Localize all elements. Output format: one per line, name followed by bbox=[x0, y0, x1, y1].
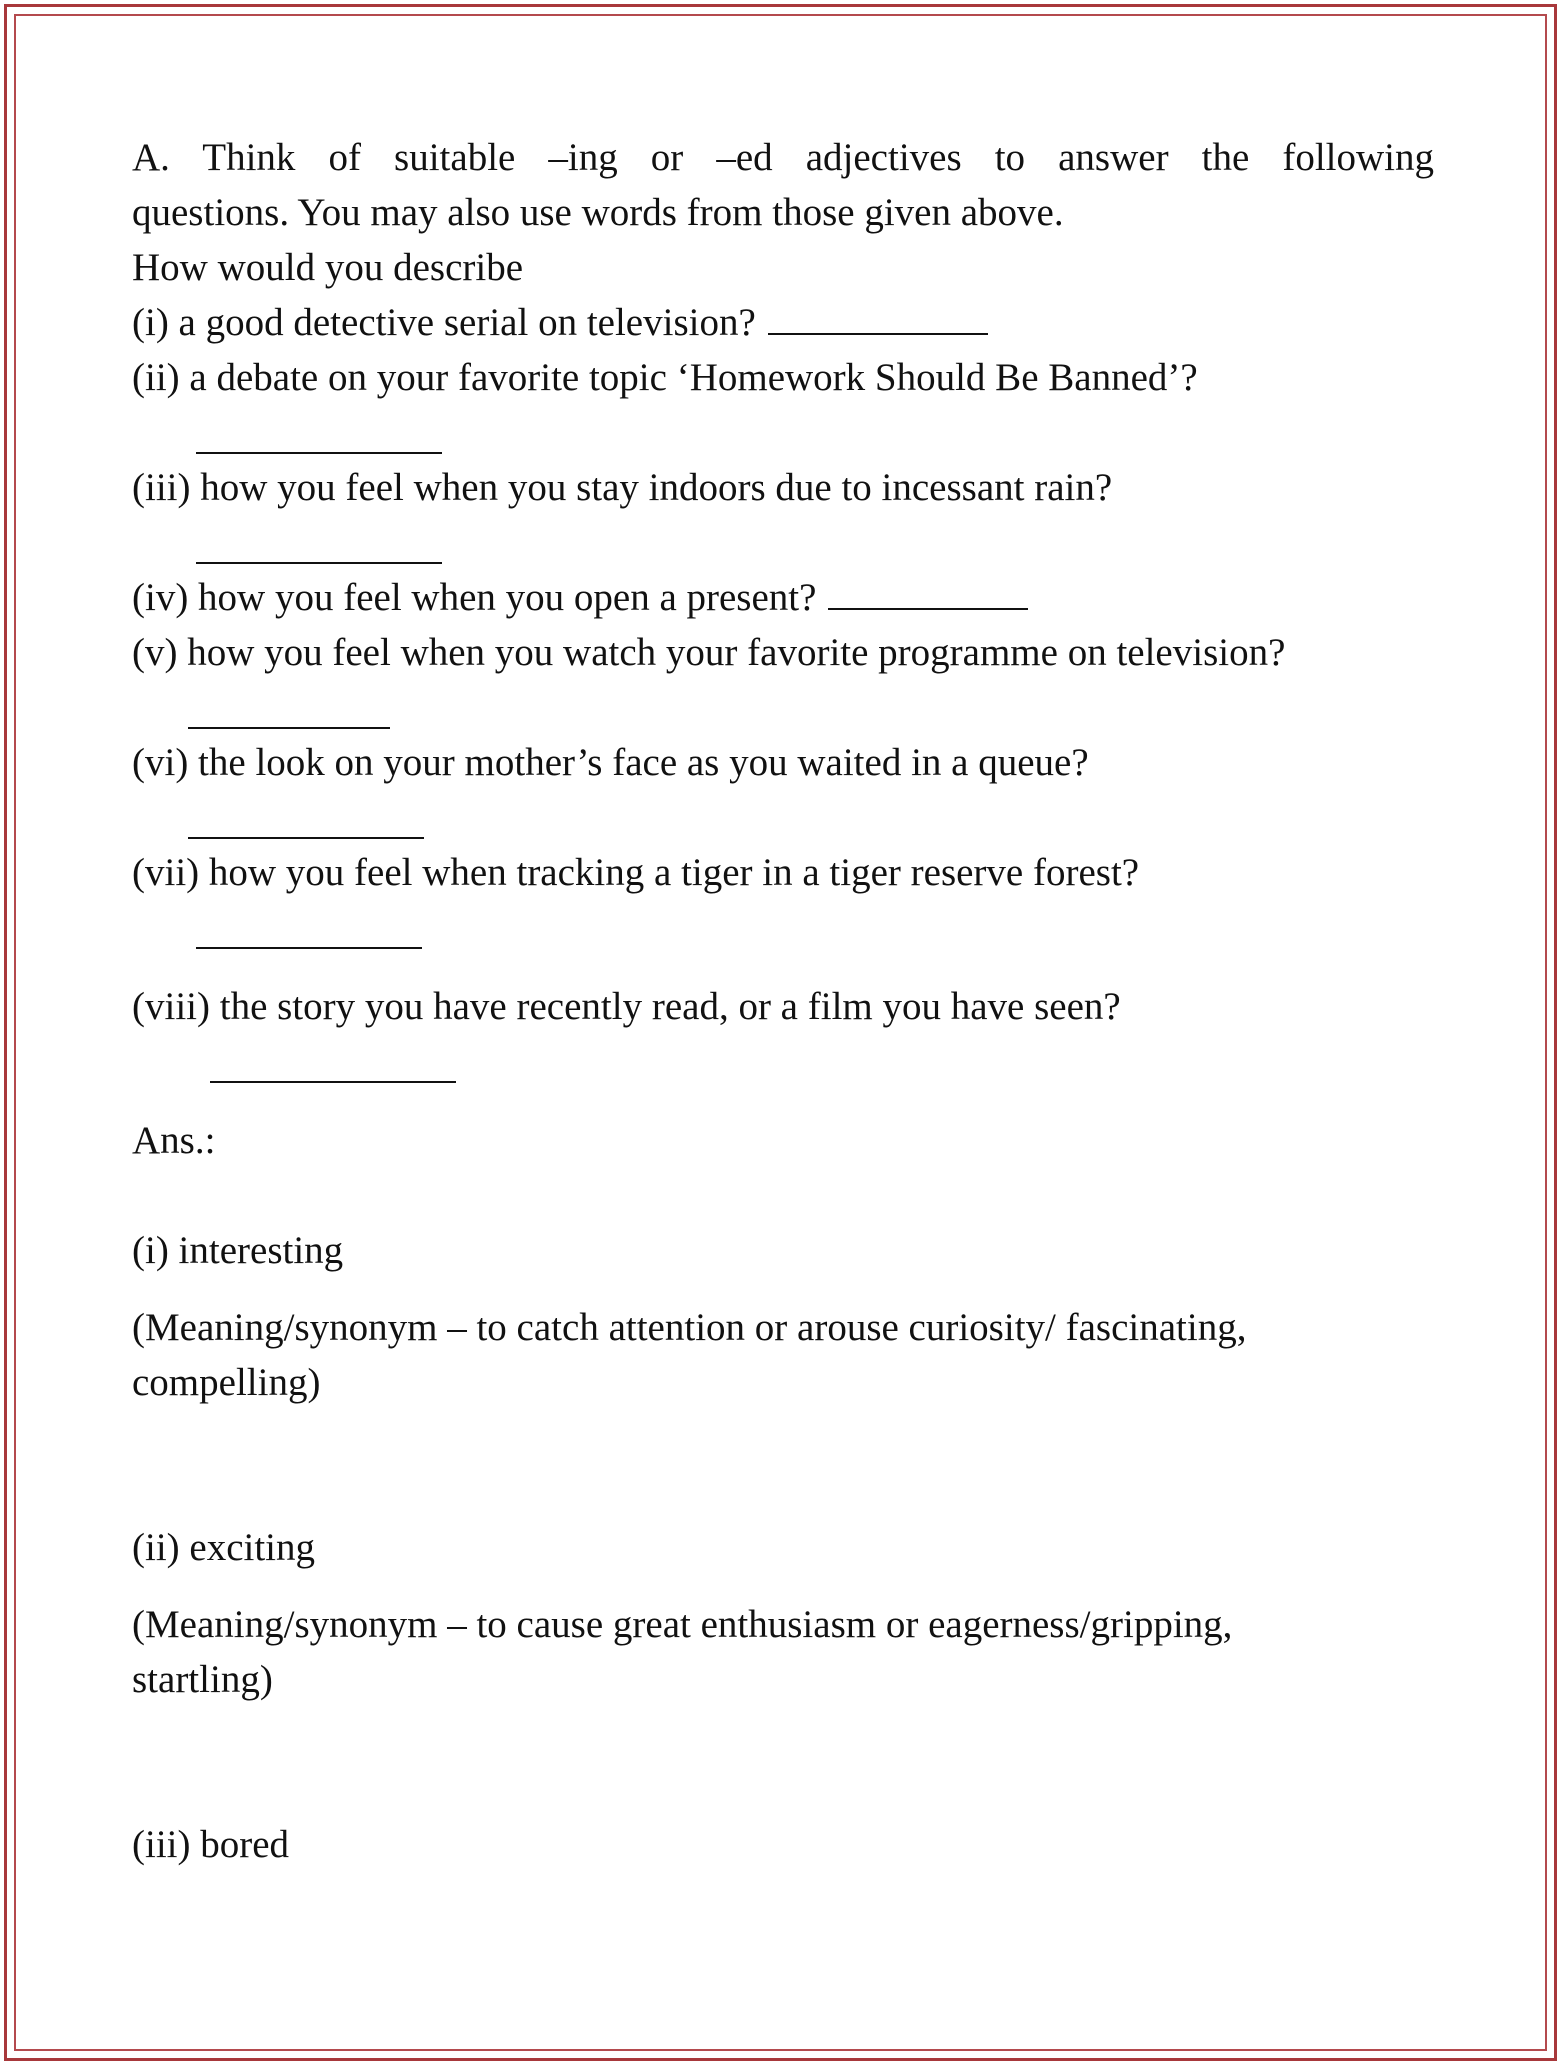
answer-1-meaning-line-2: compelling) bbox=[132, 1361, 321, 1404]
question-7: (vii) how you feel when tracking a tiger in a tiger reserve forest? bbox=[132, 851, 1140, 894]
question-3: (iii) how you feel when you stay indoors due to incessant rain? bbox=[132, 466, 1113, 509]
question-5: (v) how you feel when you watch your favorite programme on television? bbox=[132, 631, 1286, 674]
spacer bbox=[132, 1707, 1434, 1817]
answer-2-meaning-line-1: (Meaning/synonym – to cause great enthusiasm or eagerness/gripping, bbox=[132, 1603, 1233, 1646]
spacer bbox=[132, 1278, 1434, 1300]
answer-blank-row-8 bbox=[132, 1034, 1434, 1089]
worksheet-content bbox=[132, 130, 1434, 1872]
answer-blank-row-7 bbox=[132, 900, 1434, 955]
spacer bbox=[132, 955, 1434, 979]
spacer bbox=[132, 1168, 1434, 1223]
question-8: (viii) the story you have recently read, or a film you have seen? bbox=[132, 985, 1121, 1028]
answer-3: (iii) bored bbox=[132, 1823, 290, 1866]
answer-blank-6[interactable] bbox=[188, 837, 424, 839]
answer-blank-3[interactable] bbox=[196, 562, 442, 564]
answer-blank-row-6 bbox=[132, 790, 1434, 845]
answer-blank-5[interactable] bbox=[188, 727, 390, 729]
spacer bbox=[132, 1410, 1434, 1520]
answer-blank-1[interactable] bbox=[768, 303, 988, 335]
answer-blank-row-5 bbox=[132, 680, 1434, 735]
question-list bbox=[132, 295, 1434, 1089]
answer-2-meaning-line-2: startling) bbox=[132, 1658, 273, 1701]
spacer bbox=[132, 1089, 1434, 1113]
spacer bbox=[132, 1575, 1434, 1597]
answer-blank-8[interactable] bbox=[210, 1081, 456, 1083]
question-2: (ii) a debate on your favorite topic ‘Homework Should Be Banned’? bbox=[132, 356, 1198, 399]
answer-blank-row-3 bbox=[132, 515, 1434, 570]
answer-blank-row-2 bbox=[132, 405, 1434, 460]
answer-blank-4[interactable] bbox=[828, 578, 1028, 610]
instruction-line-1: A. Think of suitable –ing or –ed adjectives to answer the following bbox=[132, 136, 1434, 179]
answers-heading: Ans.: bbox=[132, 1119, 216, 1162]
instruction-line-3: How would you describe bbox=[132, 246, 524, 289]
answer-blank-7[interactable] bbox=[196, 947, 422, 949]
instruction-block bbox=[132, 130, 1434, 295]
answer-blank-2[interactable] bbox=[196, 452, 442, 454]
question-4-text: (iv) how you feel when you open a present? bbox=[132, 576, 817, 619]
question-1-text: (i) a good detective serial on television? bbox=[132, 301, 756, 344]
answers-block bbox=[132, 1113, 1434, 1872]
answer-1-meaning-line-1: (Meaning/synonym – to catch attention or arouse curiosity/ fascinating, bbox=[132, 1306, 1247, 1349]
instruction-line-2: questions. You may also use words from those given above. bbox=[132, 191, 1064, 234]
question-1 bbox=[132, 295, 1434, 350]
question-6: (vi) the look on your mother’s face as you waited in a queue? bbox=[132, 741, 1089, 784]
question-4 bbox=[132, 570, 1434, 625]
answer-1: (i) interesting bbox=[132, 1229, 344, 1272]
answer-2: (ii) exciting bbox=[132, 1526, 316, 1569]
